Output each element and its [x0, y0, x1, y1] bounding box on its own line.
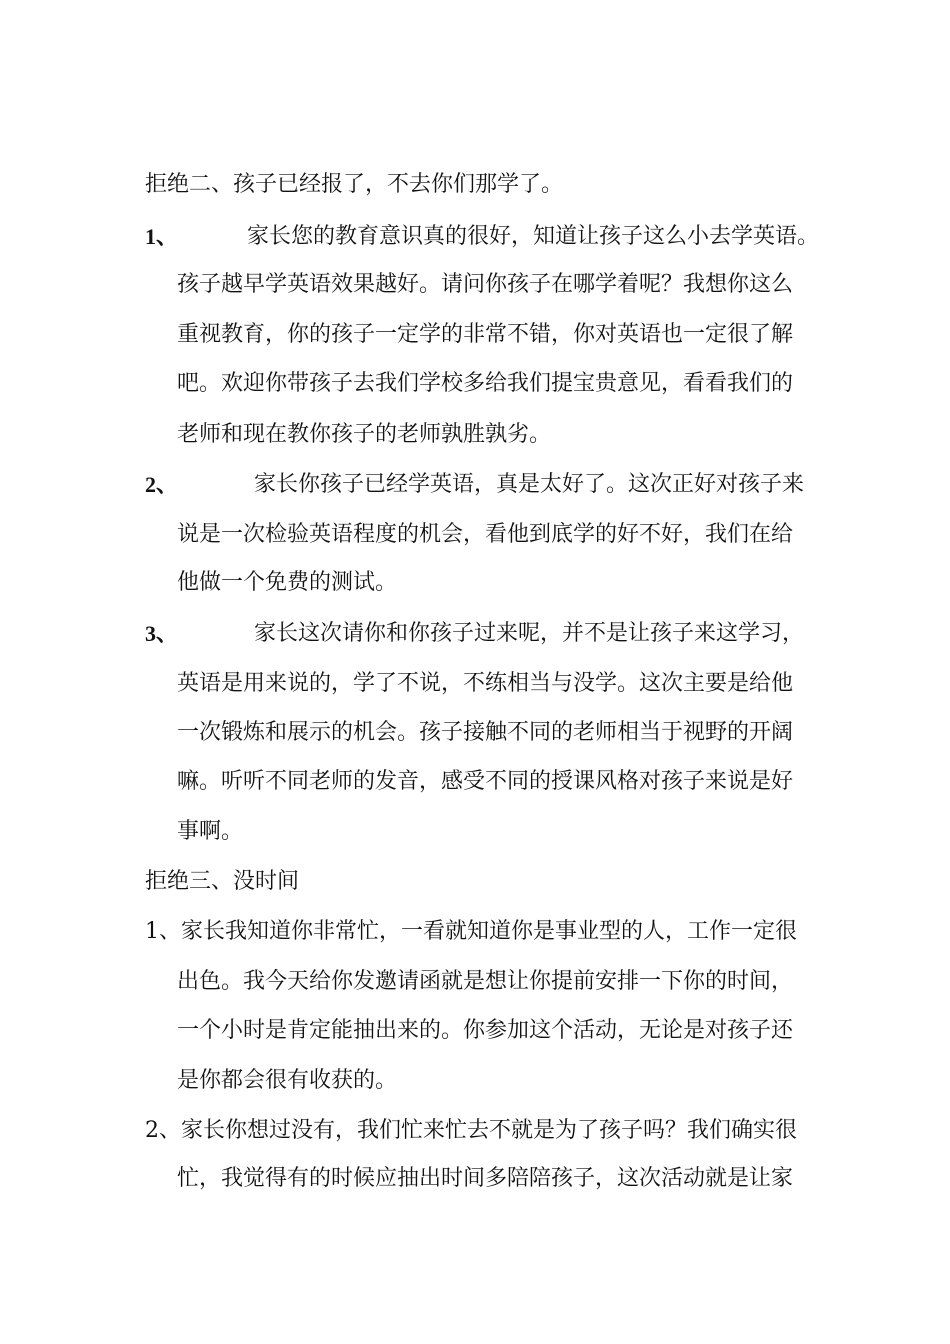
item-2-line-3: 他做一个免费的测试。 [177, 570, 398, 595]
s3-item-2-line-1: 2、家长你想过没有，我们忙来忙去不就是为了孩子吗？我们确实很 [145, 1118, 797, 1143]
item-number: 1、 [145, 224, 179, 249]
section-heading-refusal-2: 拒绝二、孩子已经报了，不去你们那学了。 [145, 172, 564, 197]
item-3-line-2: 英语是用来说的，学了不说，不练相当与没学。这次主要是给他 [177, 671, 794, 696]
item-number: 2、 [145, 472, 179, 497]
s3-item-1-line-2: 出色。我今天给你发邀请函就是想让你提前安排一下你的时间， [177, 969, 794, 994]
item-1-line-5: 老师和现在教你孩子的老师孰胜孰劣。 [177, 422, 552, 447]
item-3-line-5: 事啊。 [177, 819, 244, 844]
item-1-line-3: 重视教育，你的孩子一定学的非常不错，你对英语也一定很了解 [177, 322, 794, 347]
item-3-line-3: 一次锻炼和展示的机会。孩子接触不同的老师相当于视野的开阔 [177, 720, 794, 745]
s3-item-1-line-3: 一个小时是肯定能抽出来的。你参加这个活动，无论是对孩子还 [177, 1018, 794, 1043]
s3-item-2-line-2: 忙，我觉得有的时候应抽出时间多陪陪孩子，这次活动就是让家 [177, 1166, 794, 1191]
s3-item-1-line-4: 是你都会很有收获的。 [177, 1068, 398, 1093]
item-1-line-4: 吧。欢迎你带孩子去我们学校多给我们提宝贵意见，看看我们的 [177, 371, 794, 396]
item-1-line-1: 家长您的教育意识真的很好，知道让孩子这么小去学英语。 [247, 224, 820, 249]
section-heading-refusal-3: 拒绝三、没时间 [145, 869, 300, 894]
item-number: 3、 [145, 621, 179, 646]
item-3-line-4: 嘛。听听不同老师的发音，感受不同的授课风格对孩子来说是好 [177, 769, 794, 794]
item-2-line-2: 说是一次检验英语程度的机会，看他到底学的好不好，我们在给 [177, 522, 794, 547]
item-3-line-1: 家长这次请你和你孩子过来呢，并不是让孩子来这学习， [254, 621, 805, 646]
item-1-line-2: 孩子越早学英语效果越好。请问你孩子在哪学着呢？我想你这么 [177, 272, 794, 297]
s3-item-1-line-1: 1、家长我知道你非常忙，一看就知道你是事业型的人，工作一定很 [145, 919, 797, 944]
item-2-line-1: 家长你孩子已经学英语，真是太好了。这次正好对孩子来 [254, 472, 805, 497]
